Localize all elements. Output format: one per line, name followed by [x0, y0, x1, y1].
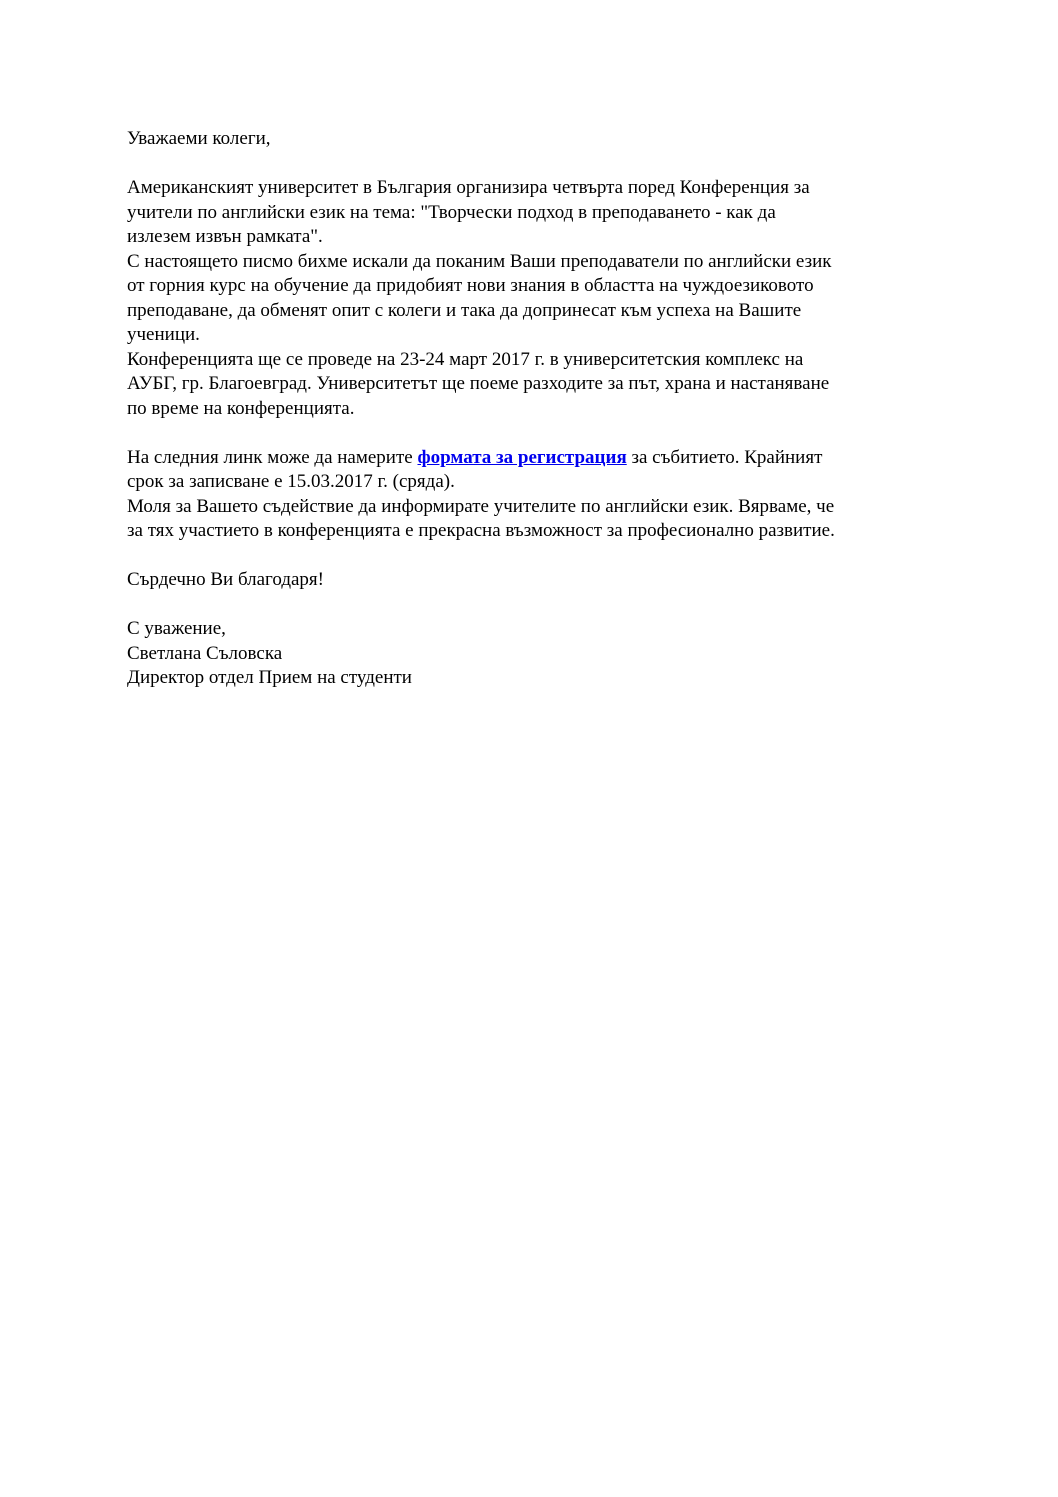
registration-line: Моля за Вашето съдействие да информирате учителите по английски език. Вярваме, че	[127, 495, 835, 517]
intro-line: преподаване, да обменят опит с колеги и така да допринесат към успеха на Вашите	[127, 299, 802, 321]
signature-name: Светлана Съловска	[127, 642, 283, 664]
paragraph-spacer	[127, 544, 947, 569]
registration-line: срок за записване е 15.03.2017 г. (сряда).	[127, 471, 455, 492]
letter-body	[127, 127, 947, 691]
paragraph-spacer	[127, 593, 947, 618]
registration-text-after: за събитието. Крайният	[626, 446, 823, 468]
registration-line: за тях участието в конференцията е прекрасна възможност за професионално развитие.	[127, 520, 835, 541]
signature-title: Директор отдел Прием на студенти	[127, 667, 412, 688]
intro-line: от горния курс на обучение да придобият нови знания в областта на чуждоезиковото	[127, 275, 814, 296]
intro-line: Конференцията ще се проведе на 23-24 март 2017 г. в университетския комплекс на	[127, 348, 804, 370]
paragraph-spacer	[127, 421, 947, 446]
intro-line: С настоящето писмо бихме искали да поканим Ваши преподаватели по английски език	[127, 250, 832, 272]
intro-line: учители по английски език на тема: "Творчески подход в преподаването - как да	[127, 201, 776, 223]
intro-line: излезем извън рамката".	[127, 226, 323, 247]
intro-line: Американският университет в България организира четвърта поред Конференция за	[127, 177, 810, 198]
registration-text-before: На следния линк може да намерите	[127, 446, 418, 468]
closing-line: С уважение,	[127, 618, 226, 639]
registration-form-link[interactable]: формата за регистрация	[417, 446, 627, 468]
intro-line: АУБГ, гр. Благоевград. Университетът ще поеме разходите за път, храна и настаняване	[127, 373, 830, 394]
intro-line: ученици.	[127, 324, 200, 345]
signature-block	[127, 617, 947, 691]
intro-paragraph	[127, 176, 947, 421]
registration-paragraph	[127, 446, 947, 544]
paragraph-spacer	[127, 152, 947, 177]
greeting: Уважаеми колеги,	[127, 128, 271, 149]
intro-line: по време на конференцията.	[127, 397, 355, 419]
registration-line	[127, 446, 947, 471]
thanks-line: Сърдечно Ви благодаря!	[127, 569, 324, 590]
